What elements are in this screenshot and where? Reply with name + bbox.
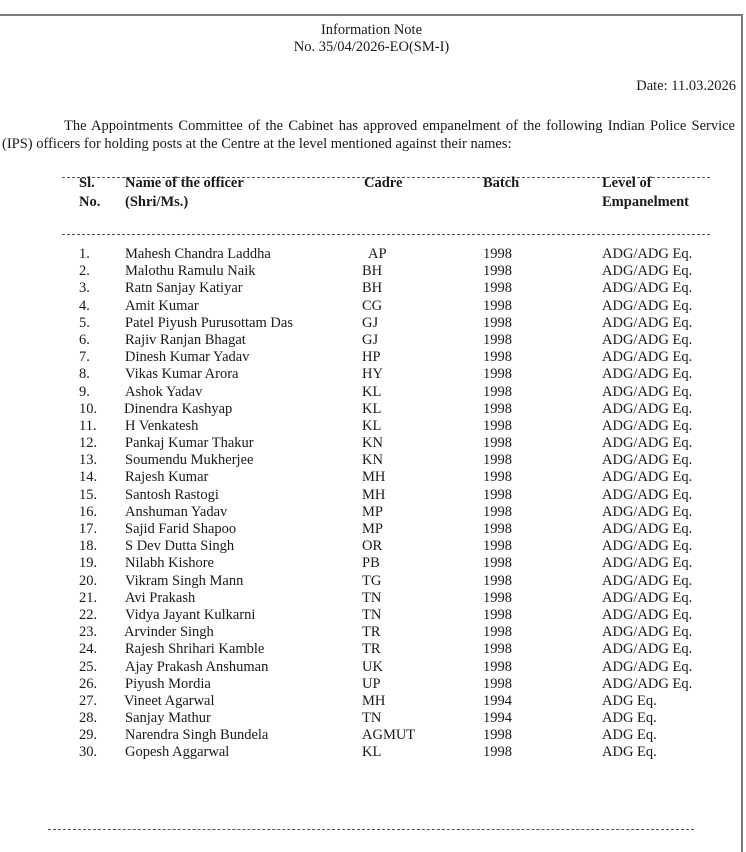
officer-name-cell: Avi Prakash	[125, 589, 196, 606]
cadre-cell: BH	[362, 263, 383, 280]
batch-cell: 1998	[483, 486, 512, 503]
officer-name-cell: Narendra Singh Bundela	[125, 727, 269, 744]
officer-name-cell: Dinendra Kashyap	[124, 400, 233, 417]
officer-name-cell: Dinesh Kumar Yadav	[125, 349, 250, 366]
table-row	[0, 555, 743, 572]
sl-cell: 21.	[79, 589, 98, 606]
level-cell: ADG/ADG Eq.	[602, 331, 693, 348]
level-cell: ADG/ADG Eq.	[602, 383, 693, 400]
level-cell: ADG/ADG Eq.	[602, 263, 693, 280]
sl-cell: 12.	[79, 435, 98, 452]
header-batch	[483, 174, 519, 193]
cadre-cell: TN	[362, 589, 382, 606]
batch-cell: 1998	[483, 263, 512, 280]
header-level-line2: Empanelment	[602, 194, 689, 210]
header-sl-line2: No.	[79, 194, 101, 210]
table-row	[0, 418, 743, 435]
cadre-cell: KL	[362, 400, 382, 417]
cadre-cell: KN	[362, 452, 383, 469]
batch-cell: 1998	[483, 555, 512, 572]
officer-name-cell: Malothu Ramulu Naik	[125, 263, 256, 280]
header-sl-no	[79, 174, 100, 212]
level-cell: ADG/ADG Eq.	[602, 366, 693, 383]
officer-name-cell: Arvinder Singh	[124, 624, 214, 641]
sl-cell: 5.	[79, 314, 90, 331]
header-level	[602, 174, 689, 212]
sl-cell: 10.	[79, 400, 98, 417]
sl-cell: 13.	[79, 452, 98, 469]
sl-cell: 17.	[79, 521, 98, 537]
sl-cell: 6.	[79, 331, 90, 348]
batch-cell: 1998	[483, 606, 512, 623]
level-cell: ADG/ADG Eq.	[602, 538, 693, 555]
sl-cell: 28.	[79, 710, 98, 727]
cadre-cell: HP	[362, 349, 381, 366]
table-row	[0, 641, 743, 658]
table-row	[0, 366, 743, 383]
header-name-line1: Name of the officer	[125, 175, 244, 191]
sl-cell: 15.	[79, 486, 98, 503]
header-cadre	[364, 174, 402, 193]
batch-cell: 1998	[483, 727, 512, 744]
officer-name-cell: Mahesh Chandra Laddha	[125, 246, 271, 262]
cadre-cell: CG	[362, 297, 383, 314]
cadre-cell: KL	[362, 383, 382, 400]
batch-cell: 1998	[483, 744, 512, 761]
sl-cell: 26.	[79, 675, 98, 692]
level-cell: ADG/ADG Eq.	[602, 658, 693, 675]
cadre-cell: GJ	[362, 331, 379, 348]
level-cell: ADG/ADG Eq.	[602, 349, 693, 366]
officer-name-cell: Ajay Prakash Anshuman	[125, 658, 269, 675]
level-cell: ADG/ADG Eq.	[602, 246, 693, 262]
cadre-cell: TR	[362, 624, 381, 641]
cadre-cell: MP	[362, 503, 383, 520]
sl-cell: 22.	[79, 606, 98, 623]
table-row	[0, 349, 743, 366]
level-cell: ADG/ADG Eq.	[602, 589, 693, 606]
batch-cell: 1994	[483, 692, 512, 709]
level-cell: ADG/ADG Eq.	[602, 435, 693, 452]
cadre-cell: TR	[362, 641, 381, 658]
officer-name-cell: Amit Kumar	[125, 297, 199, 314]
sl-cell: 18.	[79, 538, 98, 555]
table-row	[0, 504, 743, 521]
cadre-cell: TG	[362, 572, 382, 589]
cadre-cell: MH	[362, 486, 386, 503]
level-cell: ADG/ADG Eq.	[602, 417, 693, 434]
document-date: Date: 11.03.2026	[636, 78, 736, 94]
sl-cell: 3.	[79, 280, 90, 297]
officer-name-cell: Rajesh Shrihari Kamble	[125, 641, 265, 658]
cadre-cell: AGMUT	[362, 727, 416, 744]
cadre-cell: KL	[362, 417, 382, 434]
table-row	[0, 710, 743, 727]
officer-name-cell: Rajiv Ranjan Bhagat	[125, 331, 246, 348]
batch-cell: 1998	[483, 658, 512, 675]
batch-cell: 1998	[483, 400, 512, 417]
batch-cell: 1998	[483, 383, 512, 400]
table-row	[0, 607, 743, 624]
table-row	[0, 452, 743, 469]
batch-cell: 1998	[483, 589, 512, 606]
level-cell: ADG/ADG Eq.	[602, 297, 693, 314]
table-row	[0, 469, 743, 486]
officer-name-cell: Anshuman Yadav	[125, 503, 228, 520]
table-row	[0, 487, 743, 504]
batch-cell: 1998	[483, 366, 512, 383]
cadre-cell: UK	[362, 658, 383, 675]
level-cell: ADG/ADG Eq.	[602, 606, 693, 623]
level-cell: ADG/ADG Eq.	[602, 641, 693, 658]
table-row	[0, 315, 743, 332]
batch-cell: 1998	[483, 675, 512, 692]
table-row	[0, 624, 743, 641]
level-cell: ADG/ADG Eq.	[602, 452, 693, 469]
officer-name-cell: Soumendu Mukherjee	[125, 452, 254, 469]
officer-name-cell: Vidya Jayant Kulkarni	[125, 606, 256, 623]
level-cell: ADG/ADG Eq.	[602, 624, 693, 641]
cadre-cell: AP	[368, 246, 387, 262]
level-cell: ADG/ADG Eq.	[602, 314, 693, 331]
table-row	[0, 435, 743, 452]
batch-cell: 1998	[483, 349, 512, 366]
batch-cell: 1998	[483, 503, 512, 520]
table-row	[0, 573, 743, 590]
cadre-cell: BH	[362, 280, 383, 297]
level-cell: ADG Eq.	[602, 727, 657, 744]
cadre-cell: KN	[362, 435, 383, 452]
batch-cell: 1998	[483, 572, 512, 589]
sl-cell: 14.	[79, 469, 98, 486]
officer-name-cell: Patel Piyush Purusottam Das	[125, 314, 293, 331]
sl-cell: 25.	[79, 658, 98, 675]
table-row	[0, 744, 743, 761]
table-row	[0, 659, 743, 676]
sl-cell: 29.	[79, 727, 98, 744]
cadre-cell: UP	[362, 675, 381, 692]
officer-name-cell: Vikram Singh Mann	[125, 572, 244, 589]
sl-cell: 1.	[79, 246, 90, 262]
batch-cell: 1998	[483, 331, 512, 348]
table-row	[0, 590, 743, 607]
header-sl-line1: Sl.	[79, 175, 95, 191]
table-row	[0, 332, 743, 349]
sl-cell: 20.	[79, 572, 98, 589]
level-cell: ADG/ADG Eq.	[602, 486, 693, 503]
batch-cell: 1998	[483, 521, 512, 537]
officer-name-cell: Sajid Farid Shapoo	[125, 521, 237, 537]
sl-cell: 2.	[79, 263, 90, 280]
table-bottom-divider	[48, 829, 694, 830]
batch-cell: 1998	[483, 435, 512, 452]
table-row	[0, 676, 743, 693]
cadre-cell: TN	[362, 710, 382, 727]
header-name-line2: (Shri/Ms.)	[125, 194, 189, 210]
sl-cell: 23.	[79, 624, 98, 641]
table-row	[0, 538, 743, 555]
officer-name-cell: Ratn Sanjay Katiyar	[125, 280, 243, 297]
sl-cell: 8.	[79, 366, 90, 383]
cadre-cell: PB	[362, 555, 380, 572]
cadre-cell: GJ	[362, 314, 379, 331]
officer-name-cell: H Venkatesh	[125, 417, 199, 434]
level-cell: ADG Eq.	[602, 692, 657, 709]
header-bottom-divider	[62, 234, 710, 235]
level-cell: ADG/ADG Eq.	[602, 521, 693, 537]
batch-cell: 1998	[483, 452, 512, 469]
sl-cell: 11.	[79, 417, 97, 434]
header-batch-label: Batch	[483, 175, 520, 191]
cadre-cell: TN	[362, 606, 382, 623]
officer-name-cell: S Dev Dutta Singh	[125, 538, 235, 555]
table-row	[0, 246, 743, 263]
sl-cell: 19.	[79, 555, 98, 572]
cadre-cell: KL	[362, 744, 382, 761]
sl-cell: 9.	[79, 383, 90, 400]
cadre-cell: MH	[362, 692, 386, 709]
table-row	[0, 401, 743, 418]
intro-paragraph: The Appointments Committee of the Cabinet has approved empanelment of the following Indian Police Service (IPS) officers for holding posts at the Centre at the level mentioned against their names:	[2, 118, 735, 152]
table-row	[0, 280, 743, 297]
sl-cell: 27.	[79, 692, 98, 709]
batch-cell: 1998	[483, 417, 512, 434]
cadre-cell: HY	[362, 366, 383, 383]
officer-name-cell: Rajesh Kumar	[125, 469, 209, 486]
table-row	[0, 263, 743, 280]
officer-table-body	[0, 246, 743, 762]
officer-name-cell: Gopesh Aggarwal	[125, 744, 230, 761]
note-number: No. 35/04/2026-EO(SM-I)	[293, 39, 450, 55]
level-cell: ADG/ADG Eq.	[602, 469, 693, 486]
officer-name-cell: Nilabh Kishore	[125, 555, 214, 572]
cadre-cell: OR	[362, 538, 383, 555]
header-level-line1: Level of	[602, 175, 652, 191]
batch-cell: 1998	[483, 641, 512, 658]
sl-cell: 4.	[79, 297, 90, 314]
sl-cell: 24.	[79, 641, 98, 658]
title-line-1: Information Note	[320, 22, 423, 38]
table-row	[0, 727, 743, 744]
level-cell: ADG/ADG Eq.	[602, 400, 693, 417]
level-cell: ADG Eq.	[602, 710, 657, 727]
officer-name-cell: Pankaj Kumar Thakur	[125, 435, 254, 452]
level-cell: ADG Eq.	[602, 744, 657, 761]
level-cell: ADG/ADG Eq.	[602, 675, 693, 692]
officer-name-cell: Ashok Yadav	[125, 383, 203, 400]
batch-cell: 1994	[483, 710, 512, 727]
batch-cell: 1998	[483, 280, 512, 297]
officer-name-cell: Piyush Mordia	[125, 675, 211, 692]
level-cell: ADG/ADG Eq.	[602, 572, 693, 589]
header-cadre-label: Cadre	[364, 175, 403, 191]
level-cell: ADG/ADG Eq.	[602, 503, 693, 520]
document-title	[0, 22, 743, 56]
officer-name-cell: Sanjay Mathur	[125, 710, 211, 727]
sl-cell: 16.	[79, 503, 98, 520]
cadre-cell: MP	[362, 521, 383, 537]
batch-cell: 1998	[483, 297, 512, 314]
officer-name-cell: Vikas Kumar Arora	[125, 366, 239, 383]
batch-cell: 1998	[483, 624, 512, 641]
table-row	[0, 298, 743, 315]
sl-cell: 7.	[79, 349, 90, 366]
table-row	[0, 693, 743, 710]
sl-cell: 30.	[79, 744, 98, 761]
header-name	[125, 174, 244, 212]
cadre-cell: MH	[362, 469, 386, 486]
level-cell: ADG/ADG Eq.	[602, 280, 693, 297]
batch-cell: 1998	[483, 246, 512, 262]
officer-name-cell: Santosh Rastogi	[125, 486, 219, 503]
table-row	[0, 384, 743, 401]
level-cell: ADG/ADG Eq.	[602, 555, 693, 572]
batch-cell: 1998	[483, 314, 512, 331]
table-row	[0, 521, 743, 538]
batch-cell: 1998	[483, 469, 512, 486]
batch-cell: 1998	[483, 538, 512, 555]
officer-name-cell: Vineet Agarwal	[124, 692, 215, 709]
